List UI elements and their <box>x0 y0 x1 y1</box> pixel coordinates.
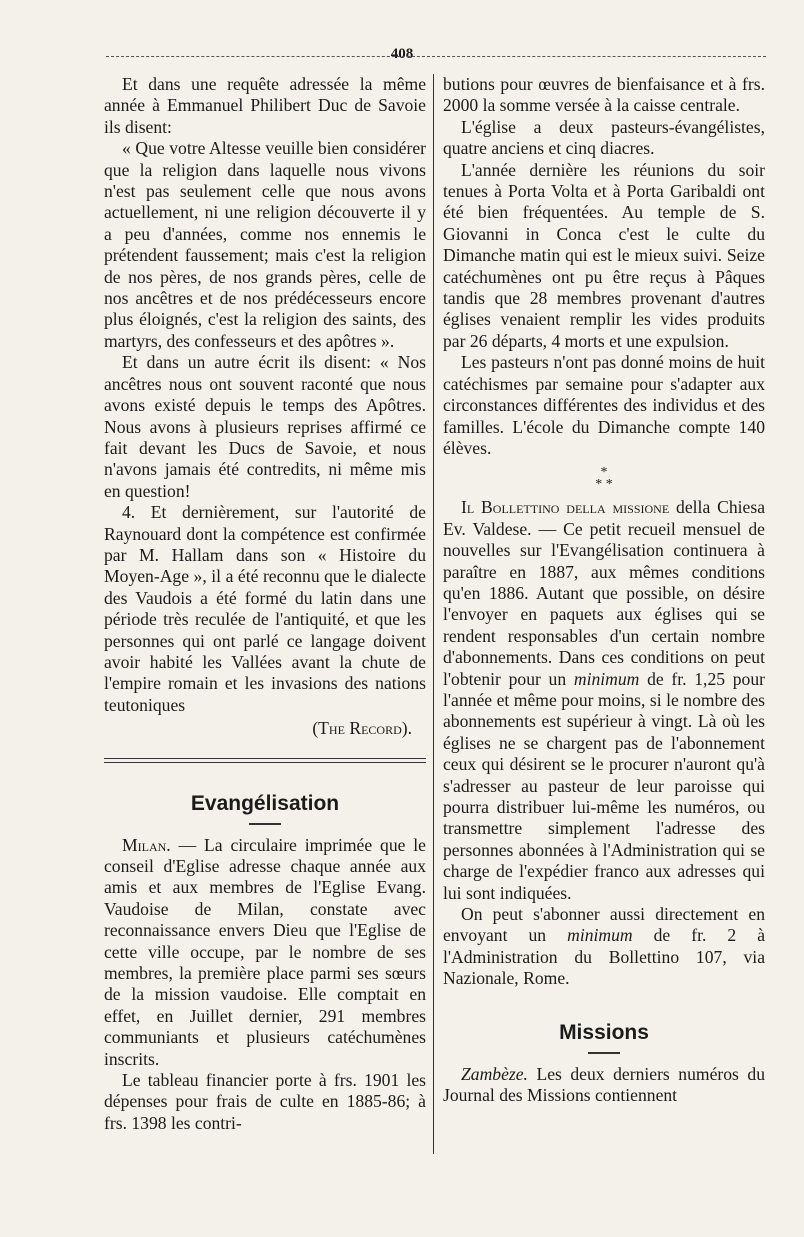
header-rule <box>106 56 766 57</box>
right-paragraph-3: L'année dernière les réunions du soir tenues à Porta Volta et à Porta Garibaldi ont été bien fréquentées. Au temple de S. Giovanni in Conca c'est le culte du Dimanche matin qui est le mieux suivi. Seize catéchumènes ont pu être reçus à Pâques tandis que 28 membres provenant d'autres églises venaient remplir les vides produits par 26 départs, 4 morts et une expulsion. <box>443 159 765 351</box>
zambeze-text: Les deux derniers numéros du Journal des Missions contiennent <box>443 1063 765 1106</box>
left-paragraph-4: 4. Et dernièrement, sur l'autorité de Raynouard dont la compétence est confirmée par M. Hallam dans son « Histoire du Moyen-Age », il a été reconnu que le dialecte des Vaudois a été formé du latin dans une période très reculée de l'antiquité, et que les personnes qui ont parlé ce langage doivent avoir habité les Vallées avant la chute de l'empire romain et les invasions des nations teutoniques <box>104 502 426 715</box>
right-paragraph-4: Les pasteurs n'ont pas donné moins de huit catéchismes par semaine pour s'adapter aux circonstances différentes des individus et des familles. L'école du Dimanche compte 140 élèves. <box>443 352 765 458</box>
asterism-top: * <box>600 465 608 481</box>
title-dash-missions <box>588 1052 620 1054</box>
section-title-missions: Missions <box>559 1020 649 1044</box>
left-paragraph-3: Et dans un autre écrit ils disent: « Nos ancêtres nous ont souvent raconté que nous avons existé depuis le temps des Apôtres. Nous avons à plusieurs reprises affirmé ce fait devant les Ducs de Savoie, et nous n'avons jamais été contredits, ni même mis en question! <box>104 352 426 501</box>
section-title-evangelisation: Evangélisation <box>190 791 340 815</box>
left-paragraph-2: « Que votre Altesse veuille bien considérer que la religion dans laquelle nous vivons n'est pas seulement celle que nous avons actuellement, ni une religion découverte il y a peu d'années, comme nos ennemis le prétendent faussement; mais c'est la religion de nos pères, de nos grands pères, celle de nos ancêtres et de nos prédécesseurs encore plus éloignés, c'est la religion des saints, des martyrs, des confesseurs et des apôtres ». <box>104 138 426 351</box>
subscription-text-b: de fr. 2 à l'Administration du Bollettino 107, via Nazionale, Rome. <box>443 925 765 989</box>
right-paragraph-2: L'église a deux pasteurs-évangélistes, quatre anciens et cinq diacres. <box>443 116 765 159</box>
subscription-text-a: On peut s'abonner aussi directement en envoyant un <box>443 904 765 946</box>
title-dash <box>249 823 281 825</box>
right-column <box>443 74 765 1106</box>
left-paragraph-1: Et dans une requête adressée la même année à Emmanuel Philibert Duc de Savoie ils disent: <box>104 74 426 137</box>
attribution: (The Record). <box>312 718 412 739</box>
right-paragraph-1: butions pour œuvres de bienfaisance et à frs. 2000 la somme versée à la caisse centrale. <box>443 74 765 116</box>
minimum-emphasis-1: minimum <box>573 668 640 689</box>
milan-text: — La circulaire imprimée que le conseil d'Eglise adresse chaque année aux amis et aux membres de l'Eglise Evang. Vaudoise de Milan, constate avec reconnaissance envers Dieu que l'Eglise de cette ville occupe, par le nombre de ses membres, la première place parmi ses sœurs de la mission vaudoise. Elle comptait en effet, en Juillet dernier, 291 membres communiants et plusieurs catéchumènes inscrits. <box>104 834 426 1069</box>
bollettino-label: Il Bollettino della missione <box>461 497 670 518</box>
bollettino-text: della Chiesa Ev. Valdese. — Ce petit recueil mensuel de nouvelles sur l'Evangélisation continuera à paraître en 1887, aux mêmes conditions qu'en 1886. Autant que possible, on désire l'envoyer en paquets aux églises qui se rendent responsables d'un certain nombre d'abonnements. Dans ces conditions on peut l'obtenir pour un <box>443 497 766 689</box>
zambeze-label: Zambèze. <box>461 1063 528 1084</box>
bollettino-text-2: de fr. 1,25 pour l'année et même pour moins, si le nombre des abonnements est supérieur à vingt. Là où les églises ne se chargent pas de l'abonnement ceux qui désirent se le procurer n'auront qu'à s'adresser au pasteur de leur paroisse qui pourra distribuer lui-même les numéros, ou transmettre simplement l'adresse des personnes abonnées à l'Administration qui se charge de l'expédier franco aux adresses qui lui sont indiquées. <box>443 668 765 903</box>
asterism-bottom: * * <box>595 477 613 493</box>
section-separator <box>104 758 426 763</box>
column-divider <box>433 74 434 1154</box>
left-column <box>104 74 426 1134</box>
subscription-paragraph <box>443 904 765 990</box>
minimum-emphasis-2: minimum <box>567 925 633 946</box>
asterism <box>443 467 765 491</box>
zambeze-paragraph <box>443 1064 765 1107</box>
bollettino-paragraph <box>443 497 765 904</box>
spacer <box>443 990 765 1020</box>
left-paragraph-6: Le tableau financier porte à frs. 1901 les dépenses pour frais de culte en 1885-86; à frs. 1398 les contri- <box>104 1070 426 1133</box>
milan-paragraph <box>104 835 426 1070</box>
page-number: 408 <box>390 46 414 62</box>
milan-label: Milan. <box>122 834 171 855</box>
